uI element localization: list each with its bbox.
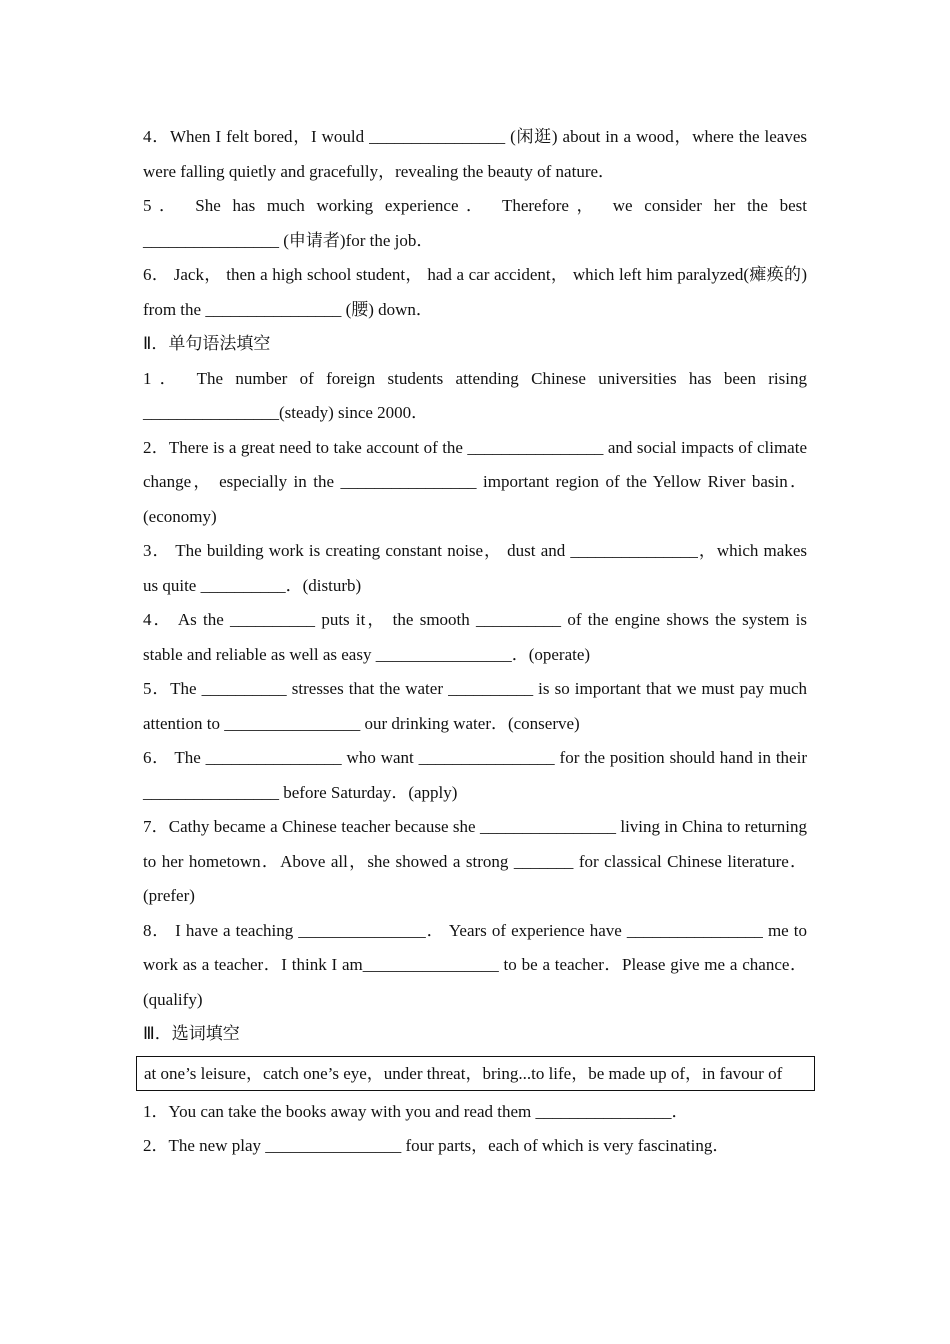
word-bank-box: at one’s leisure，catch one’s eye，under threat，bring...to life，be made up of，in favour of <box>136 1056 815 1091</box>
exercise-item: 4．When I felt bored，I would ________________ (闲逛) about in a wood，where the leaves were falling quietly and gracefully，revealing the beauty of nature． <box>143 127 807 181</box>
exercise-item: 6． Jack， then a high school student， had a car accident， which left him paralyzed(瘫痪的) from the ________________ (腰) down． <box>143 265 807 319</box>
worksheet-page <box>143 120 807 1164</box>
exercise-item: 4． As the __________ puts it， the smooth __________ of the engine shows the system is stable and reliable as well as easy ________________．(operate) <box>143 610 807 664</box>
section-heading-word-choice: Ⅲ．选词填空 <box>143 1024 240 1044</box>
exercise-item: 6． The ________________ who want ________________ for the position should hand in their ________________ before Saturday．(apply) <box>143 748 807 802</box>
exercise-item: 7．Cathy became a Chinese teacher because she ________________ living in China to returning to her hometown．Above all，she showed a strong _______ for classical Chinese literature．(prefer) <box>143 817 807 905</box>
exercise-item: 8． I have a teaching _______________． Years of experience have ________________ me to work as a teacher．I think I am________________ to be a teacher．Please give me a chance．(qualify) <box>143 920 807 1009</box>
exercise-item: 5． She has much working experience． Therefore， we consider her the best ________________ (申请者)for the job． <box>143 196 807 250</box>
exercise-item: 1． The number of foreign students attending Chinese universities has been rising ________________(steady) since 2000． <box>143 368 807 422</box>
exercise-item: 2．The new play ________________ four parts，each of which is very fascinating． <box>143 1136 730 1155</box>
exercise-item: 3． The building work is creating constant noise， dust and _______________，which makes us quite __________．(disturb) <box>143 541 807 595</box>
exercise-item: 5．The __________ stresses that the water __________ is so important that we must pay much attention to ________________ our drinking water．(conserve) <box>143 679 807 733</box>
exercise-item: 1．You can take the books away with you and read them ________________． <box>143 1101 689 1121</box>
section-heading-grammar: Ⅱ．单句语法填空 <box>143 334 271 354</box>
exercise-item: 2．There is a great need to take account of the ________________ and social impacts of climate change， especially in the ________________ important region of the Yellow River basin．(economy) <box>143 437 807 526</box>
